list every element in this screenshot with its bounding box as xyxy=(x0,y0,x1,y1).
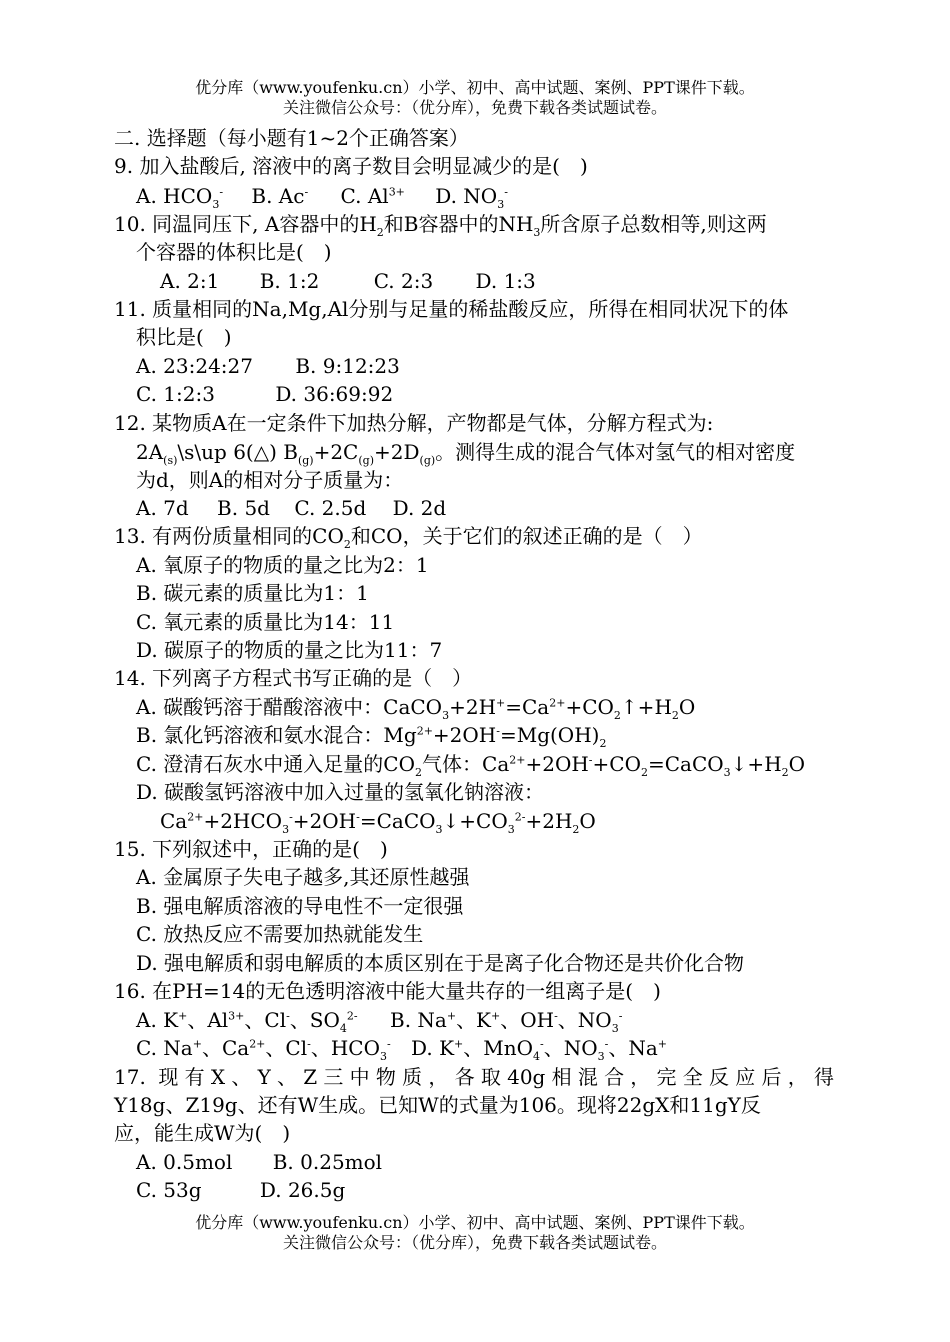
q14-option-d-equation: $Ca^{2+}+2HCO_3^-+2OH^-=CaCO_3↓+CO_3^{2-}+2H_2O$ xyxy=(160,809,596,836)
q11-stem-line-2: 积比是( ) xyxy=(136,325,232,349)
q11-options-row-1 xyxy=(136,352,400,380)
q14-option-b: B. 氯化钙溶液和氨水混合：$Mg^{2+}+2OH^-=Mg(OH)_2$ xyxy=(136,723,607,750)
q10-option-a: A. 2:1 xyxy=(160,269,220,293)
q9-options xyxy=(136,182,508,210)
q11-option-c: C. 1:2:3 xyxy=(136,382,215,406)
q9-option-a: A. $HCO_3^-$ xyxy=(136,184,224,211)
q14-option-d-line-1: D. 碳酸氢钙溶液中加入过量的氢氧化钠溶液： xyxy=(136,780,545,804)
q17-stem-line-2: Y18g、Z19g、还有W生成。已知W的式量为106。现将22gX和11gY反 xyxy=(114,1093,761,1117)
q10-options xyxy=(160,267,536,295)
q12-option-a: A. 7d xyxy=(136,496,189,520)
q11-option-a: A. 23:24:27 xyxy=(136,354,253,378)
q13-option-a: A. 氧原子的物质的量之比为2：1 xyxy=(136,553,429,577)
q9-option-b: B. Ac- xyxy=(251,184,309,208)
q16-options-row-1 xyxy=(136,1006,622,1034)
q16-options-row-2 xyxy=(136,1034,667,1062)
q15-option-c: C. 放热反应不需要加热就能发生 xyxy=(136,922,424,946)
q17-option-b: B. 0.25mol xyxy=(272,1150,383,1174)
q17-stem-line-3: 应，能生成W为( ) xyxy=(114,1121,291,1145)
q14-option-c: C. 澄清石灰水中通入足量的$CO_2$气体：$Ca^{2+}+2OH^-+CO_2=CaCO_3↓+H_2O$ xyxy=(136,752,806,779)
q17-option-a: A. 0.5mol xyxy=(136,1150,233,1174)
q10-stem-line-1: 10. 同温同压下, A容器中的$H_2$和B容器中的$NH_3$所含原子总数相等,则这两 xyxy=(114,212,767,239)
q17-option-d: D. 26.5g xyxy=(259,1178,346,1202)
q16-option-c: C. Na+、$Ca^{2+}$、Cl-、$HCO_3^-$ xyxy=(136,1036,391,1063)
q12-option-c: C. 2.5d xyxy=(294,496,367,520)
q9-option-d: D. $NO_3^-$ xyxy=(435,184,508,211)
q15-stem: 15. 下列叙述中，正确的是( ) xyxy=(114,837,388,861)
q17-option-c: C. 53g xyxy=(136,1178,202,1202)
q13-option-b: B. 碳元素的质量比为1：1 xyxy=(136,581,369,605)
q11-stem-line-1: 11. 质量相同的Na,Mg,Al分别与足量的稀盐酸反应，所得在相同状况下的体 xyxy=(114,297,789,321)
q16-option-b: B. Na+、K+、OH-、$NO_3^-$ xyxy=(390,1008,623,1035)
q15-option-b: B. 强电解质溶液的导电性不一定很强 xyxy=(136,894,464,918)
q17-stem-line-1: 17. 现有X、Y、Z三中物质，各取40g相混合，完全反应后，得 xyxy=(114,1065,834,1089)
footer-line-1: 优分库（www.youfenku.cn）小学、初中、高中试题、案例、PPT课件下载。 xyxy=(195,1213,755,1232)
q13-option-c: C. 氧元素的质量比为14：11 xyxy=(136,610,395,634)
q15-option-d: D. 强电解质和弱电解质的本质区别在于是离子化合物还是共价化合物 xyxy=(136,951,745,975)
header-line-2: 关注微信公众号：（优分库），免费下载各类试题试卷。 xyxy=(282,98,667,117)
q11-option-d: D. 36:69:92 xyxy=(275,382,394,406)
q17-options-row-2 xyxy=(136,1176,345,1204)
footer-line-2: 关注微信公众号：（优分库），免费下载各类试题试卷。 xyxy=(282,1233,667,1252)
q13-stem: 13. 有两份质量相同的$CO_2$和CO，关于它们的叙述正确的是（ ） xyxy=(114,524,703,551)
q13-option-d: D. 碳原子的物质的量之比为11：7 xyxy=(136,638,443,662)
q10-option-b: B. 1:2 xyxy=(259,269,320,293)
q11-option-b: B. 9:12:23 xyxy=(295,354,400,378)
q10-option-c: C. 2:3 xyxy=(373,269,434,293)
q10-stem-line-2: 个容器的体积比是( ) xyxy=(136,240,332,264)
q16-option-a: A. K+、$Al^{3+}$、Cl-、$SO_4^{2-}$ xyxy=(136,1008,358,1035)
q14-stem: 14. 下列离子方程式书写正确的是（ ） xyxy=(114,666,473,690)
q14-option-a: A. 碳酸钙溶于醋酸溶液中：$CaCO_3+2H^+=Ca^{2+}+CO_2↑+H_2O$ xyxy=(136,695,696,722)
q12-option-b: B. 5d xyxy=(217,496,270,520)
q17-options-row-1 xyxy=(136,1148,382,1176)
section-title: 二. 选择题（每小题有1~2个正确答案） xyxy=(114,126,469,150)
q16-stem: 16. 在PH=14的无色透明溶液中能大量共存的一组离子是( ) xyxy=(114,979,661,1003)
q12-stem-line-1: 12. 某物质A在一定条件下加热分解，产物都是气体，分解方程式为: xyxy=(114,411,714,435)
q11-options-row-2 xyxy=(136,380,393,408)
header-line-1: 优分库（www.youfenku.cn）小学、初中、高中试题、案例、PPT课件下载。 xyxy=(195,78,755,97)
q16-option-d: D. K+、MnO$_4$-、$NO_3^-$、Na+ xyxy=(411,1036,668,1063)
q10-option-d: D. 1:3 xyxy=(475,269,536,293)
q12-stem-line-3: 为d，则A的相对分子质量为： xyxy=(136,468,404,492)
q12-option-d: D. 2d xyxy=(392,496,447,520)
q12-options xyxy=(136,494,446,522)
q12-equation-line: $2A_{(s)}\backslash s\backslash up$ 6(△) $B_{(g)}+2C_{(g)}+2D_{(g)}$。测得生成的混合气体对氢气的相对密度 xyxy=(136,440,796,467)
q15-option-a: A. 金属原子失电子越多,其还原性越强 xyxy=(136,865,470,889)
q9-option-c: C. $Al^{3+}$ xyxy=(340,184,405,208)
q9-stem: 9. 加入盐酸后, 溶液中的离子数目会明显减少的是( ) xyxy=(114,154,588,178)
